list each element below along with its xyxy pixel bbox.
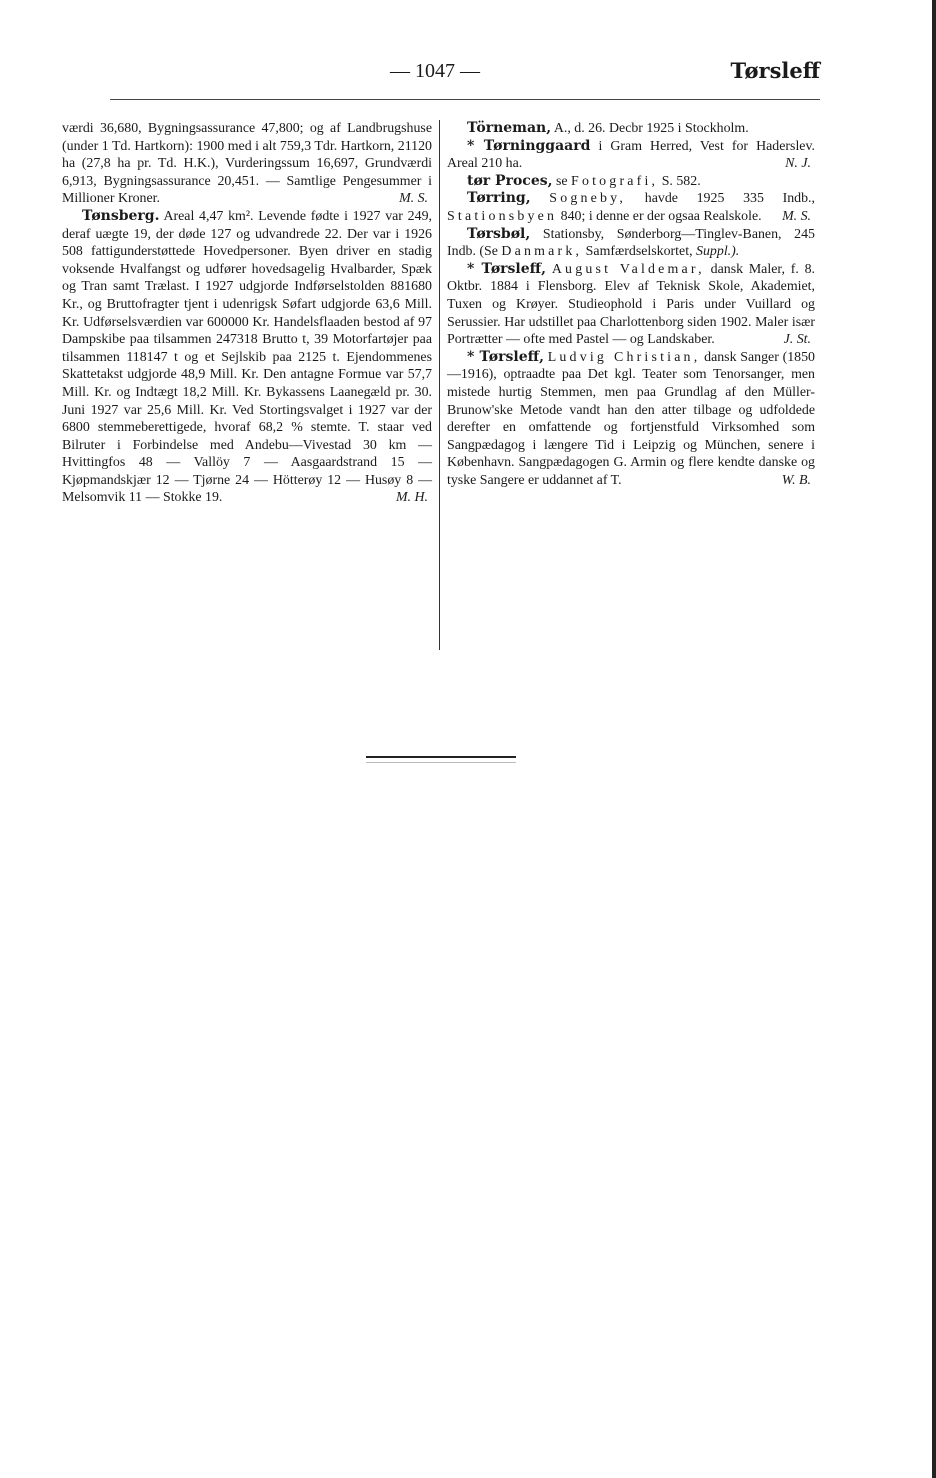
headword: Törneman, (467, 120, 552, 136)
spaced-term: Sogneby, (549, 191, 627, 207)
entry-torsleff-ludvig (447, 349, 815, 490)
spaced-term: Stationsbyen (447, 208, 558, 224)
author-signature: W. B. (781, 472, 811, 488)
entry-tonsberg (62, 208, 432, 507)
section-end-rule (366, 756, 516, 758)
author-signature: M. S. (782, 208, 811, 224)
person-name: August Valdemar, (551, 261, 705, 277)
page-header (0, 60, 936, 96)
entry-text: dansk Sanger (1850—1916), optraadte paa Det kgl. Teater som Tenorsanger, men mistede hurtig Stemmen, men paa Grundlag af den Müller-Brunow'ske Metode vandt han den atter tilbage og udfoldede derefter en omfattende og fortjenstfuld Virksomhed som Sangpædagog i længere Tid i Leipzig og München, senere i København. Sangpædagogen G. Armin og flere kendte danske og tyske Sangere er uddannet af T. (447, 349, 815, 488)
entry-tor-proces (447, 173, 815, 191)
supplement-reference: Suppl.). (696, 244, 740, 260)
entry-text: i Gram Herred, Vest for Haderslev. Areal 210 ha. (447, 138, 815, 172)
headword: Tørsbøl, (467, 225, 531, 242)
section-end-rule-shadow (366, 762, 516, 763)
author-signature: M. S. (399, 191, 428, 207)
entry-text: 840; i denne er der ogsaa Realskole. (560, 208, 762, 224)
entry-torsbol (447, 226, 815, 261)
entry-torring (447, 190, 815, 225)
left-column (62, 120, 432, 507)
entry-text: dansk Maler, f. 8. Oktbr. 1884 i Flensborg. Elev af Teknisk Skole, Akademiet, Tuxen og Krøyer. Studieophold i Paris under Vuillard og Serussier. Har udstillet paa Charlottenborg siden 1902. Maler især Portrætter — ofte med Pastel — og Landskaber. (447, 261, 815, 348)
entry-text: værdi 36,680, Bygningsassurance 47,800; og af Landbrugshuse (under 1 Td. Hartkorn): 1900 med i alt 759,3 Tdr. Hartkorn, 21120 ha (27,8 ha pr. Td. H.K.), Vurderingssum 16,697, Grundværdi 6,913, Bygningsassurance 20,451. — Samtlige Pengesummer i Millioner Kroner. (62, 121, 432, 207)
page-number: — 1047 — (390, 60, 480, 82)
entry-text: Samfærdselskortet, (585, 244, 693, 260)
headword: Tørring, (467, 190, 531, 207)
entry-text: se (555, 173, 568, 189)
right-column (447, 120, 815, 489)
entry-torsleff-august (447, 261, 815, 349)
cross-reference: Danmark, (501, 244, 583, 260)
cross-reference: Fotografi, (571, 173, 659, 189)
headword: tør Proces, (467, 172, 553, 189)
running-title: Tørsleff (730, 58, 820, 83)
entry-continued (62, 120, 432, 208)
person-name: Ludvig Christian, (547, 349, 701, 365)
author-signature: N. J. (785, 156, 811, 172)
page-edge (932, 0, 936, 1478)
entry-text: havde 1925 335 Indb., (644, 191, 815, 207)
author-signature: J. St. (783, 332, 811, 348)
entry-text: S. 582. (661, 173, 701, 189)
column-divider (439, 120, 440, 650)
headword: * Tørsleff, (467, 348, 544, 365)
entry-torninggaard (447, 138, 815, 173)
entry-text: Areal 4,47 km². Levende fødte i 1927 var 249, deraf uægte 19, der døde 127 og udvandrede 22. Der var i 1926 508 fattigunderstøttede Hovedpersoner. Byen driver en stadig voksende Hvalfangst og udfører hovedsagelig Hvalbarder, Spæk og Tran samt Trælast. I 1927 udgjorde Indførselstolden 881680 Kr., og Bruttofragter tjent i udenrigsk Søfart udgjorde 63,6 Mill. Kr. Udførselsværdien var 600000 Kr. Handelsflaaden bestod af 97 Dampskibe paa tilsammen 247318 Brutto t, 39 Motorfartøjer paa tilsammen 118147 t og et Sejlskib paa 2125 t. Ejendommenes Skattetakst udgjorde 48,9 Mill. Kr. Den antagne Formue var 57,7 Mill. Kr. og Indtægt 18,2 Mill. Kr. Bykassens Laanegæld pr. 30. Juni 1927 var 25,6 Mill. Kr. Ved Stortingsvalget i 1927 var der 6800 stemmeberettigede, hvoraf 68,2 % stemte. T. staar ved Bilruter i Forbindelse med Andebu—Vivestad 30 km — Hvittingfos 48 — Vallöy 7 — Aasgaardstrand 15 — Kjøpmandskjær 12 — Tjørne 24 — Hötterøy 12 — Husøy 8 — Melsomvik 11 — Stokke 19. (62, 208, 432, 506)
entry-text: A., d. 26. Decbr 1925 i Stockholm. (553, 121, 749, 136)
headword: * Tørninggaard (467, 137, 591, 154)
entry-torneman (447, 120, 815, 138)
header-rule (110, 99, 820, 100)
headword: Tønsberg. (82, 207, 160, 224)
headword: * Tørsleff, (467, 260, 547, 277)
entry-text: Stationsby, Sønderborg—Tinglev-Banen, 245 Indb. (Se (447, 226, 815, 260)
author-signature: M. H. (395, 490, 428, 506)
